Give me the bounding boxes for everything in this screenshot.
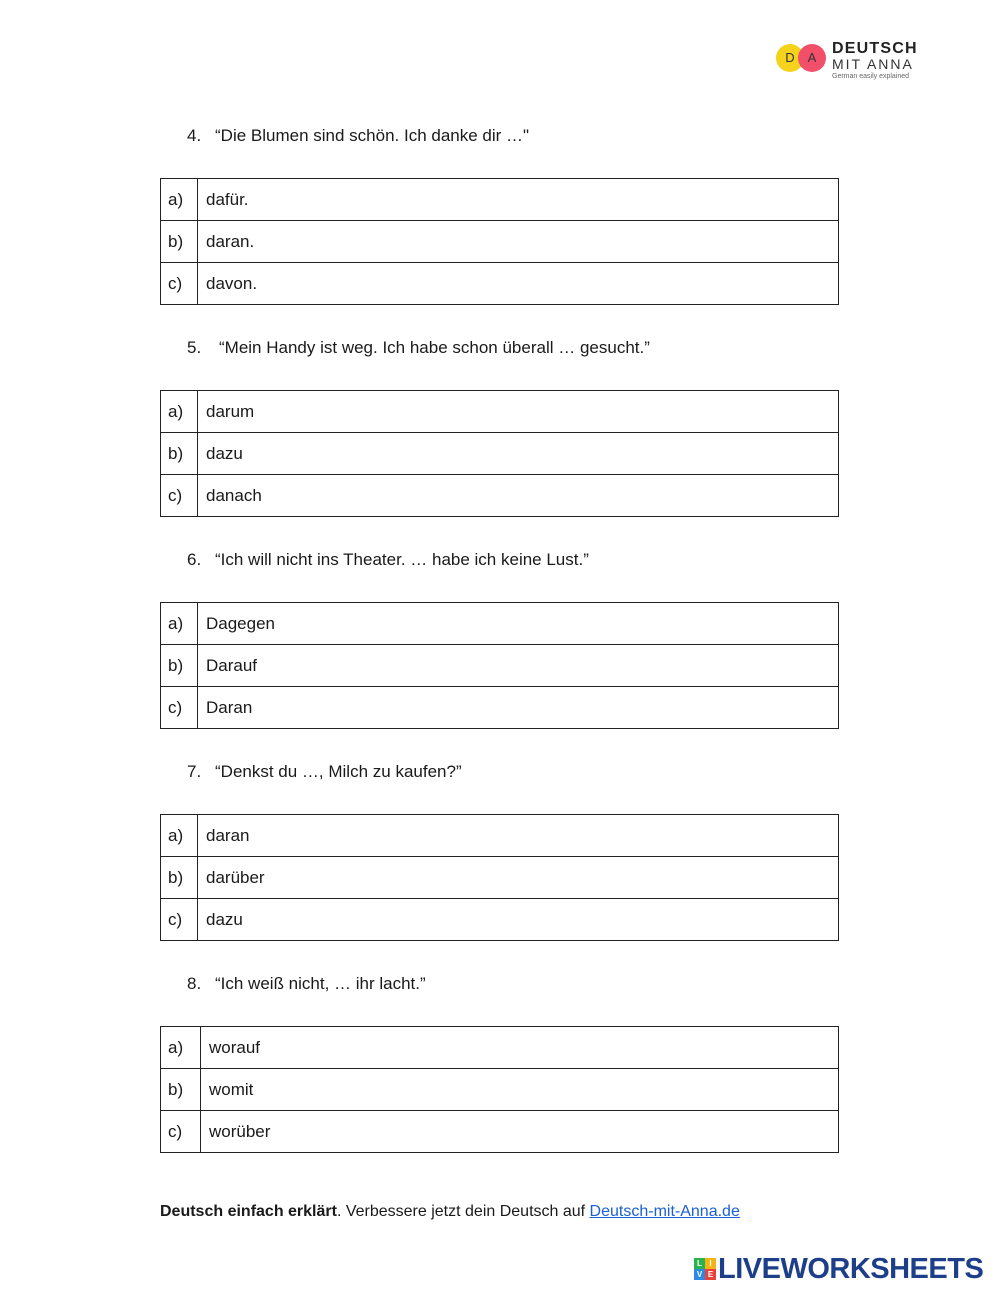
option-letter: a) xyxy=(161,391,198,433)
logo-d-circle: D xyxy=(776,44,804,72)
option-letter: b) xyxy=(161,221,198,263)
options-table-7 xyxy=(160,814,839,941)
options-table-5 xyxy=(160,390,839,517)
option-letter: c) xyxy=(161,263,198,305)
block-i: I xyxy=(705,1258,716,1269)
option-row[interactable] xyxy=(161,433,839,475)
footer xyxy=(160,1202,740,1222)
option-answer[interactable]: daran xyxy=(198,815,839,857)
option-row[interactable] xyxy=(161,391,839,433)
options-table-6 xyxy=(160,602,839,729)
option-row[interactable] xyxy=(161,179,839,221)
option-letter: b) xyxy=(161,1069,201,1111)
logo-line1: DEUTSCH xyxy=(832,40,918,57)
footer-link[interactable]: Deutsch-mit-Anna.de xyxy=(589,1203,740,1220)
option-answer[interactable]: womit xyxy=(201,1069,839,1111)
option-letter: a) xyxy=(161,815,198,857)
option-row[interactable] xyxy=(161,263,839,305)
option-answer[interactable]: dazu xyxy=(198,899,839,941)
logo-a-heart: A xyxy=(798,44,826,72)
option-answer[interactable]: Daran xyxy=(198,687,839,729)
option-letter: a) xyxy=(161,603,198,645)
option-row[interactable] xyxy=(161,645,839,687)
question-text: “Ich weiß nicht, … ihr lacht.” xyxy=(215,974,426,993)
option-row[interactable] xyxy=(161,687,839,729)
option-letter: b) xyxy=(161,857,198,899)
question-6 xyxy=(187,550,589,570)
option-row[interactable] xyxy=(161,1027,839,1069)
block-v: V xyxy=(694,1269,705,1280)
question-8 xyxy=(187,974,426,994)
liveworksheets-name: LIVEWORKSHEETS xyxy=(718,1253,984,1285)
option-letter: b) xyxy=(161,645,198,687)
option-answer[interactable]: dazu xyxy=(198,433,839,475)
option-letter: a) xyxy=(161,1027,201,1069)
footer-text: . Verbessere jetzt dein Deutsch auf xyxy=(336,1203,590,1220)
option-letter: c) xyxy=(161,475,198,517)
deutsch-mit-anna-logo xyxy=(776,40,926,84)
option-row[interactable] xyxy=(161,815,839,857)
question-5 xyxy=(187,338,650,358)
liveworksheets-blocks-icon xyxy=(694,1258,716,1280)
footer-bold: Deutsch einfach erklärt xyxy=(160,1203,337,1220)
option-row[interactable] xyxy=(161,221,839,263)
option-letter: c) xyxy=(161,687,198,729)
option-answer[interactable]: daran. xyxy=(198,221,839,263)
option-letter: c) xyxy=(161,1111,201,1153)
option-row[interactable] xyxy=(161,603,839,645)
logo-text xyxy=(832,41,918,81)
option-answer[interactable]: Darauf xyxy=(198,645,839,687)
question-number: 6. xyxy=(187,550,202,569)
option-answer[interactable]: worauf xyxy=(201,1027,839,1069)
option-row[interactable] xyxy=(161,1111,839,1153)
option-row[interactable] xyxy=(161,475,839,517)
question-number: 7. xyxy=(187,762,202,781)
option-answer[interactable]: darum xyxy=(198,391,839,433)
question-text: “Mein Handy ist weg. Ich habe schon überall … gesucht.” xyxy=(219,338,650,357)
question-number: 8. xyxy=(187,974,202,993)
liveworksheets-brand xyxy=(694,1254,983,1284)
logo-line2: MIT ANNA xyxy=(832,56,914,72)
question-text: “Denkst du …, Milch zu kaufen?” xyxy=(215,762,462,781)
option-answer[interactable]: darüber xyxy=(198,857,839,899)
option-answer[interactable]: danach xyxy=(198,475,839,517)
option-answer[interactable]: Dagegen xyxy=(198,603,839,645)
question-4 xyxy=(187,126,529,146)
option-row[interactable] xyxy=(161,899,839,941)
option-answer[interactable]: worüber xyxy=(201,1111,839,1153)
question-7 xyxy=(187,762,462,782)
option-answer[interactable]: dafür. xyxy=(198,179,839,221)
option-row[interactable] xyxy=(161,857,839,899)
options-table-8 xyxy=(160,1026,839,1153)
block-l: L xyxy=(694,1258,705,1269)
question-number: 4. xyxy=(187,126,202,145)
question-number: 5. xyxy=(187,338,202,357)
option-answer[interactable]: davon. xyxy=(198,263,839,305)
options-table-4 xyxy=(160,178,839,305)
option-letter: a) xyxy=(161,179,198,221)
question-text: “Ich will nicht ins Theater. … habe ich keine Lust.” xyxy=(215,550,589,569)
option-row[interactable] xyxy=(161,1069,839,1111)
block-e: E xyxy=(705,1269,716,1280)
option-letter: b) xyxy=(161,433,198,475)
logo-tagline: German easily explained xyxy=(832,73,910,80)
question-text: “Die Blumen sind schön. Ich danke dir …" xyxy=(215,126,530,145)
option-letter: c) xyxy=(161,899,198,941)
